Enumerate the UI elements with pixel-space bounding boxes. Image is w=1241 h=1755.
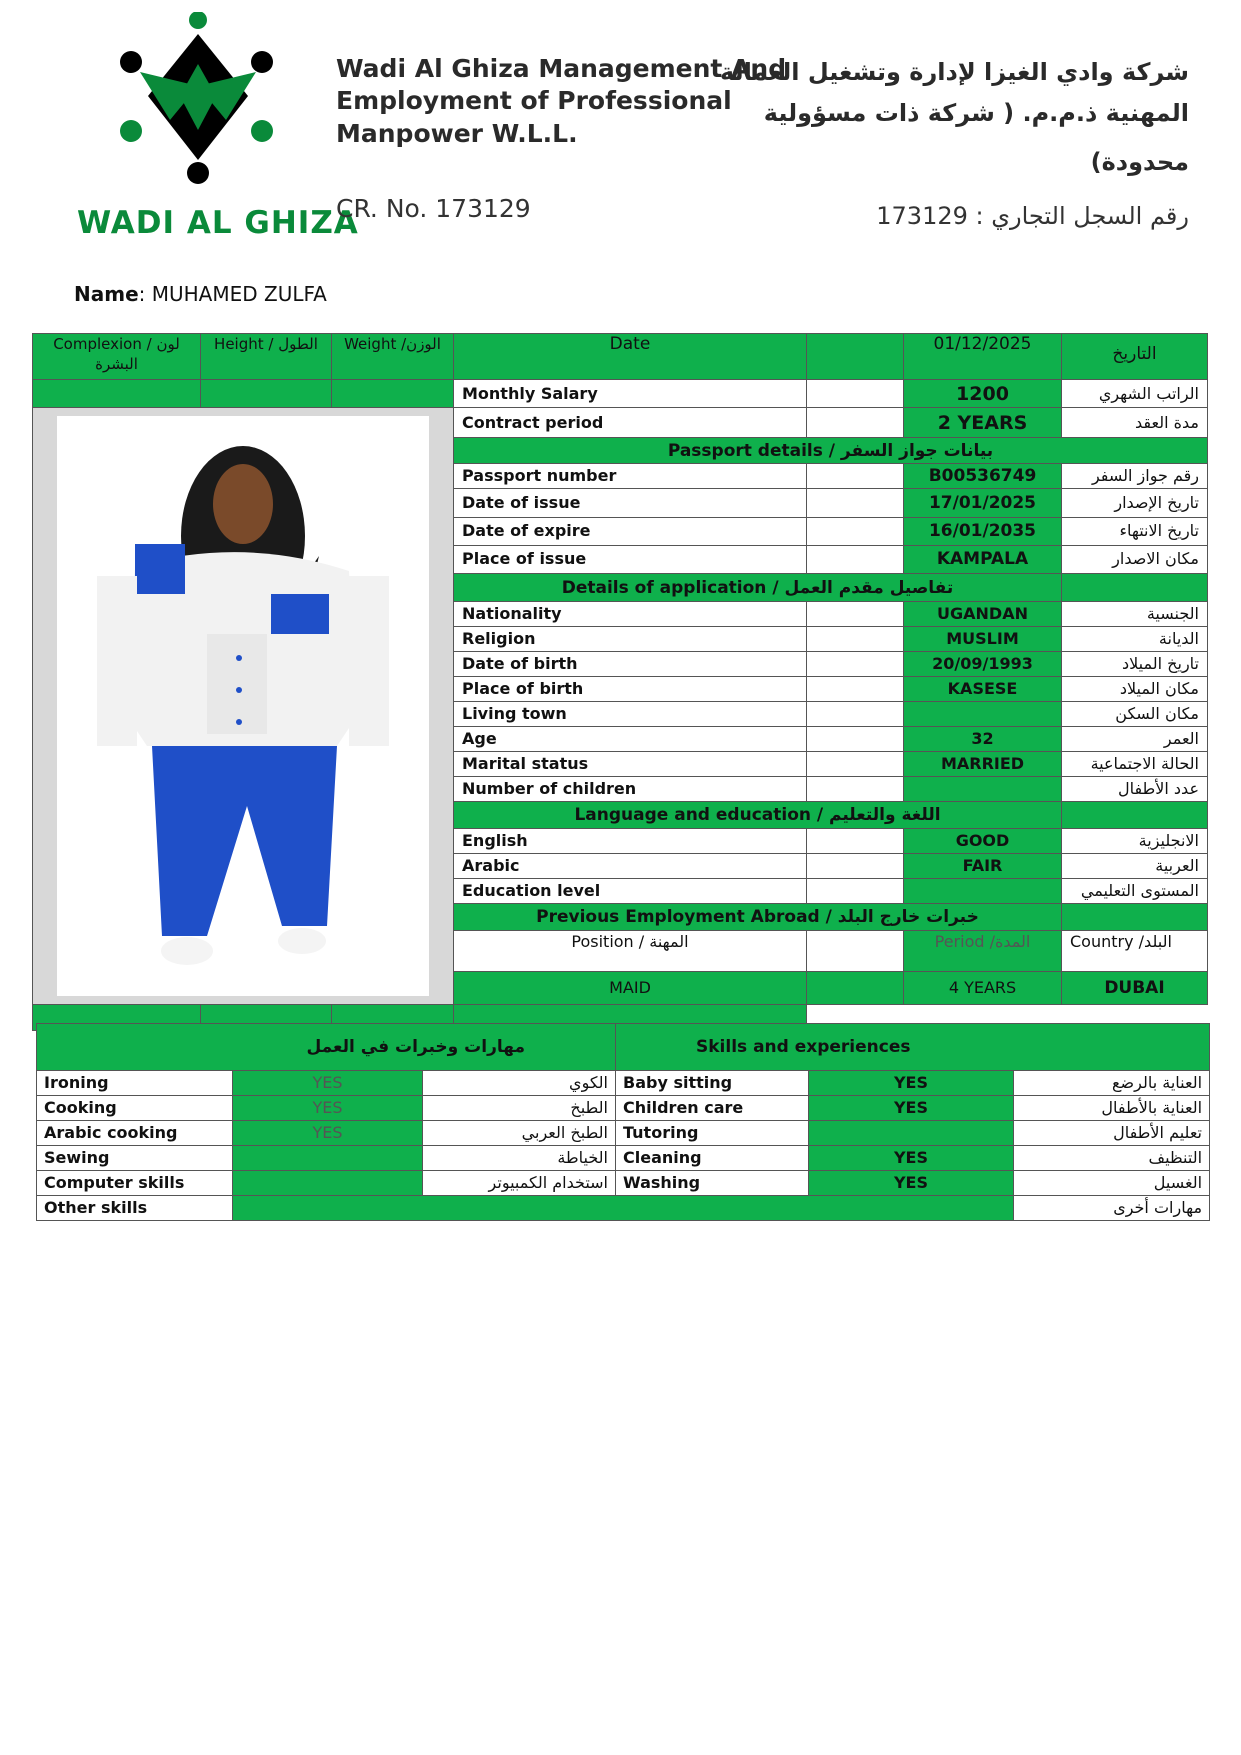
spacer — [807, 727, 904, 752]
language-section-blank — [1062, 801, 1208, 828]
place-of-issue-value: KAMPALA — [904, 545, 1062, 573]
photo-frame — [33, 408, 454, 1005]
place-of-birth-label: Place of birth — [454, 677, 807, 702]
employment-section-blank — [1062, 903, 1208, 930]
date-of-birth-label-ar: تاريخ الميلاد — [1062, 652, 1208, 677]
passport-number-value: B00536749 — [904, 464, 1062, 489]
age-label-ar: العمر — [1062, 727, 1208, 752]
employment-section-header: Previous Employment Abroad / خبرات خارج البلد — [454, 903, 1062, 930]
arabic-label-ar: العربية — [1062, 853, 1208, 878]
date-label: Date — [454, 334, 807, 380]
religion-label-ar: الديانة — [1062, 627, 1208, 652]
skill-washing-label: Washing — [616, 1171, 809, 1196]
age-value: 32 — [904, 727, 1062, 752]
passport-number-label-ar: رقم جواز السفر — [1062, 464, 1208, 489]
skill-other-label: Other skills — [37, 1196, 233, 1221]
skill-cooking-label: Cooking — [37, 1096, 233, 1121]
skill-cooking-value: YES — [233, 1096, 423, 1121]
application-section-header: Details of application / تفاصيل مقدم العمل — [454, 574, 1062, 602]
skill-cleaning-label: Cleaning — [616, 1146, 809, 1171]
contract-period-value: 2 YEARS — [904, 408, 1062, 438]
date-value: 01/12/2025 — [904, 334, 1062, 380]
education-label-ar: المستوى التعليمي — [1062, 878, 1208, 903]
skill-tutoring-value — [809, 1121, 1014, 1146]
weight-header: Weight /الوزن — [332, 334, 454, 380]
living-town-label: Living town — [454, 702, 807, 727]
spacer — [807, 776, 904, 801]
skill-sewing-label: Sewing — [37, 1146, 233, 1171]
arabic-value: FAIR — [904, 853, 1062, 878]
cr-number-ar: رقم السجل التجاري : 173129 — [876, 202, 1189, 230]
date-of-issue-value: 17/01/2025 — [904, 489, 1062, 517]
skill-ironing-label: Ironing — [37, 1071, 233, 1096]
place-of-birth-value: KASESE — [904, 677, 1062, 702]
skill-ironing-label-ar: الكوي — [423, 1071, 616, 1096]
candidate-name — [74, 282, 327, 306]
contract-period-label-ar: مدة العقد — [1062, 408, 1208, 438]
passport-number-label: Passport number — [454, 464, 807, 489]
complexion-value — [33, 380, 201, 408]
date-of-issue-label-ar: تاريخ الإصدار — [1062, 489, 1208, 517]
monthly-salary-label: Monthly Salary — [454, 380, 807, 408]
height-value — [201, 380, 332, 408]
complexion-header: Complexion / لون البشرة — [33, 334, 201, 380]
logo-wordmark: WADI AL GHIZA — [77, 205, 359, 241]
spacer — [807, 702, 904, 727]
weight-value — [332, 380, 454, 408]
name-value: : MUHAMED ZULFA — [138, 282, 327, 306]
emp-country-value: DUBAI — [1062, 972, 1208, 1005]
spacer — [807, 677, 904, 702]
emp-country-header: Country /البلد — [1062, 931, 1208, 972]
age-label: Age — [454, 727, 807, 752]
place-of-issue-label: Place of issue — [454, 545, 807, 573]
skill-children-care-value: YES — [809, 1096, 1014, 1121]
date-label-ar: التاريخ — [1062, 334, 1208, 380]
skill-washing-label-ar: الغسيل — [1014, 1171, 1210, 1196]
nationality-label-ar: الجنسية — [1062, 602, 1208, 627]
date-of-expire-value: 16/01/2035 — [904, 517, 1062, 545]
height-header: Height / الطول — [201, 334, 332, 380]
date-empty — [807, 334, 904, 380]
passport-section-header: Passport details / بيانات جواز السفر — [454, 438, 1208, 464]
skill-sewing-label-ar: الخياطة — [423, 1146, 616, 1171]
skill-computer-label: Computer skills — [37, 1171, 233, 1196]
skill-tutoring-label: Tutoring — [616, 1121, 809, 1146]
skill-cooking-label-ar: الطبخ — [423, 1096, 616, 1121]
spacer — [807, 627, 904, 652]
spacer — [807, 464, 904, 489]
spacer — [807, 602, 904, 627]
education-value — [904, 878, 1062, 903]
monthly-salary-value: 1200 — [904, 380, 1062, 408]
company-name-ar-line3: محدودة) — [1090, 148, 1189, 176]
education-label: Education level — [454, 878, 807, 903]
spacer — [807, 408, 904, 438]
marital-status-label-ar: الحالة الاجتماعية — [1062, 751, 1208, 776]
emp-period-header: Period /المدة — [904, 931, 1062, 972]
date-of-issue-label: Date of issue — [454, 489, 807, 517]
candidate-photo — [57, 416, 429, 996]
skill-baby-sitting-value: YES — [809, 1071, 1014, 1096]
company-name-en-line1: Wadi Al Ghiza Management And — [336, 54, 787, 83]
skills-header-en: Skills and experiences — [616, 1024, 1210, 1071]
company-name-ar-line2: المهنية ذ.م.م. ( شركة ذات مسؤولية — [763, 99, 1189, 127]
english-label: English — [454, 829, 807, 854]
emp-position-header: Position / المهنة — [454, 931, 807, 972]
marital-status-value: MARRIED — [904, 751, 1062, 776]
religion-label: Religion — [454, 627, 807, 652]
monthly-salary-label-ar: الراتب الشهري — [1062, 380, 1208, 408]
skill-children-care-label: Children care — [616, 1096, 809, 1121]
marital-status-label: Marital status — [454, 751, 807, 776]
living-town-value — [904, 702, 1062, 727]
date-of-birth-label: Date of birth — [454, 652, 807, 677]
skill-sewing-value — [233, 1146, 423, 1171]
company-logo — [118, 12, 280, 208]
spacer — [807, 829, 904, 854]
skill-tutoring-label-ar: تعليم الأطفال — [1014, 1121, 1210, 1146]
language-section-header: Language and education / اللغة والتعليم — [454, 801, 1062, 828]
skill-baby-sitting-label: Baby sitting — [616, 1071, 809, 1096]
person-figure — [57, 416, 429, 996]
skill-arabic-cooking-label: Arabic cooking — [37, 1121, 233, 1146]
skill-ironing-value: YES — [233, 1071, 423, 1096]
skill-cleaning-label-ar: التنظيف — [1014, 1146, 1210, 1171]
skill-arabic-cooking-label-ar: الطبخ العربي — [423, 1121, 616, 1146]
emp-position-value: MAID — [454, 972, 807, 1005]
date-of-expire-label: Date of expire — [454, 517, 807, 545]
place-of-issue-label-ar: مكان الاصدار — [1062, 545, 1208, 573]
nationality-label: Nationality — [454, 602, 807, 627]
skills-header-ar: مهارات وخبرات في العمل — [37, 1024, 616, 1071]
skill-arabic-cooking-value: YES — [233, 1121, 423, 1146]
spacer — [807, 931, 904, 972]
place-of-birth-label-ar: مكان الميلاد — [1062, 677, 1208, 702]
spacer — [807, 652, 904, 677]
english-label-ar: الانجليزية — [1062, 829, 1208, 854]
children-label: Number of children — [454, 776, 807, 801]
children-value — [904, 776, 1062, 801]
skill-other-label-ar: مهارات أخرى — [1014, 1196, 1210, 1221]
spacer — [807, 517, 904, 545]
skill-cleaning-value: YES — [809, 1146, 1014, 1171]
company-name-en-line2: Employment of Professional — [336, 86, 732, 115]
emp-period-value: 4 YEARS — [904, 972, 1062, 1005]
date-of-expire-label-ar: تاريخ الانتهاء — [1062, 517, 1208, 545]
spacer — [807, 489, 904, 517]
spacer — [807, 380, 904, 408]
skill-washing-value: YES — [809, 1171, 1014, 1196]
skills-table — [36, 1023, 1210, 1221]
candidate-details-table — [32, 333, 1208, 1031]
spacer — [807, 545, 904, 573]
english-value: GOOD — [904, 829, 1062, 854]
contract-period-label: Contract period — [454, 408, 807, 438]
spacer — [807, 751, 904, 776]
spacer — [807, 878, 904, 903]
application-section-blank — [1062, 574, 1208, 602]
spacer — [807, 972, 904, 1005]
children-label-ar: عدد الأطفال — [1062, 776, 1208, 801]
skill-baby-sitting-label-ar: العناية بالرضع — [1014, 1071, 1210, 1096]
spacer — [807, 853, 904, 878]
arabic-label: Arabic — [454, 853, 807, 878]
living-town-label-ar: مكان السكن — [1062, 702, 1208, 727]
date-of-birth-value: 20/09/1993 — [904, 652, 1062, 677]
company-name-en-line3: Manpower W.L.L. — [336, 119, 578, 148]
nationality-value: UGANDAN — [904, 602, 1062, 627]
religion-value: MUSLIM — [904, 627, 1062, 652]
skill-other-value — [233, 1196, 1014, 1221]
name-label: Name — [74, 282, 139, 306]
skill-children-care-label-ar: العناية بالأطفال — [1014, 1096, 1210, 1121]
skill-computer-label-ar: استخدام الكمبيوتر — [423, 1171, 616, 1196]
skill-computer-value — [233, 1171, 423, 1196]
cr-number-en: CR. No. 173129 — [336, 194, 531, 223]
company-name-ar-line1: شركة وادي الغيزا لإدارة وتشغيل العمالة — [720, 58, 1189, 86]
